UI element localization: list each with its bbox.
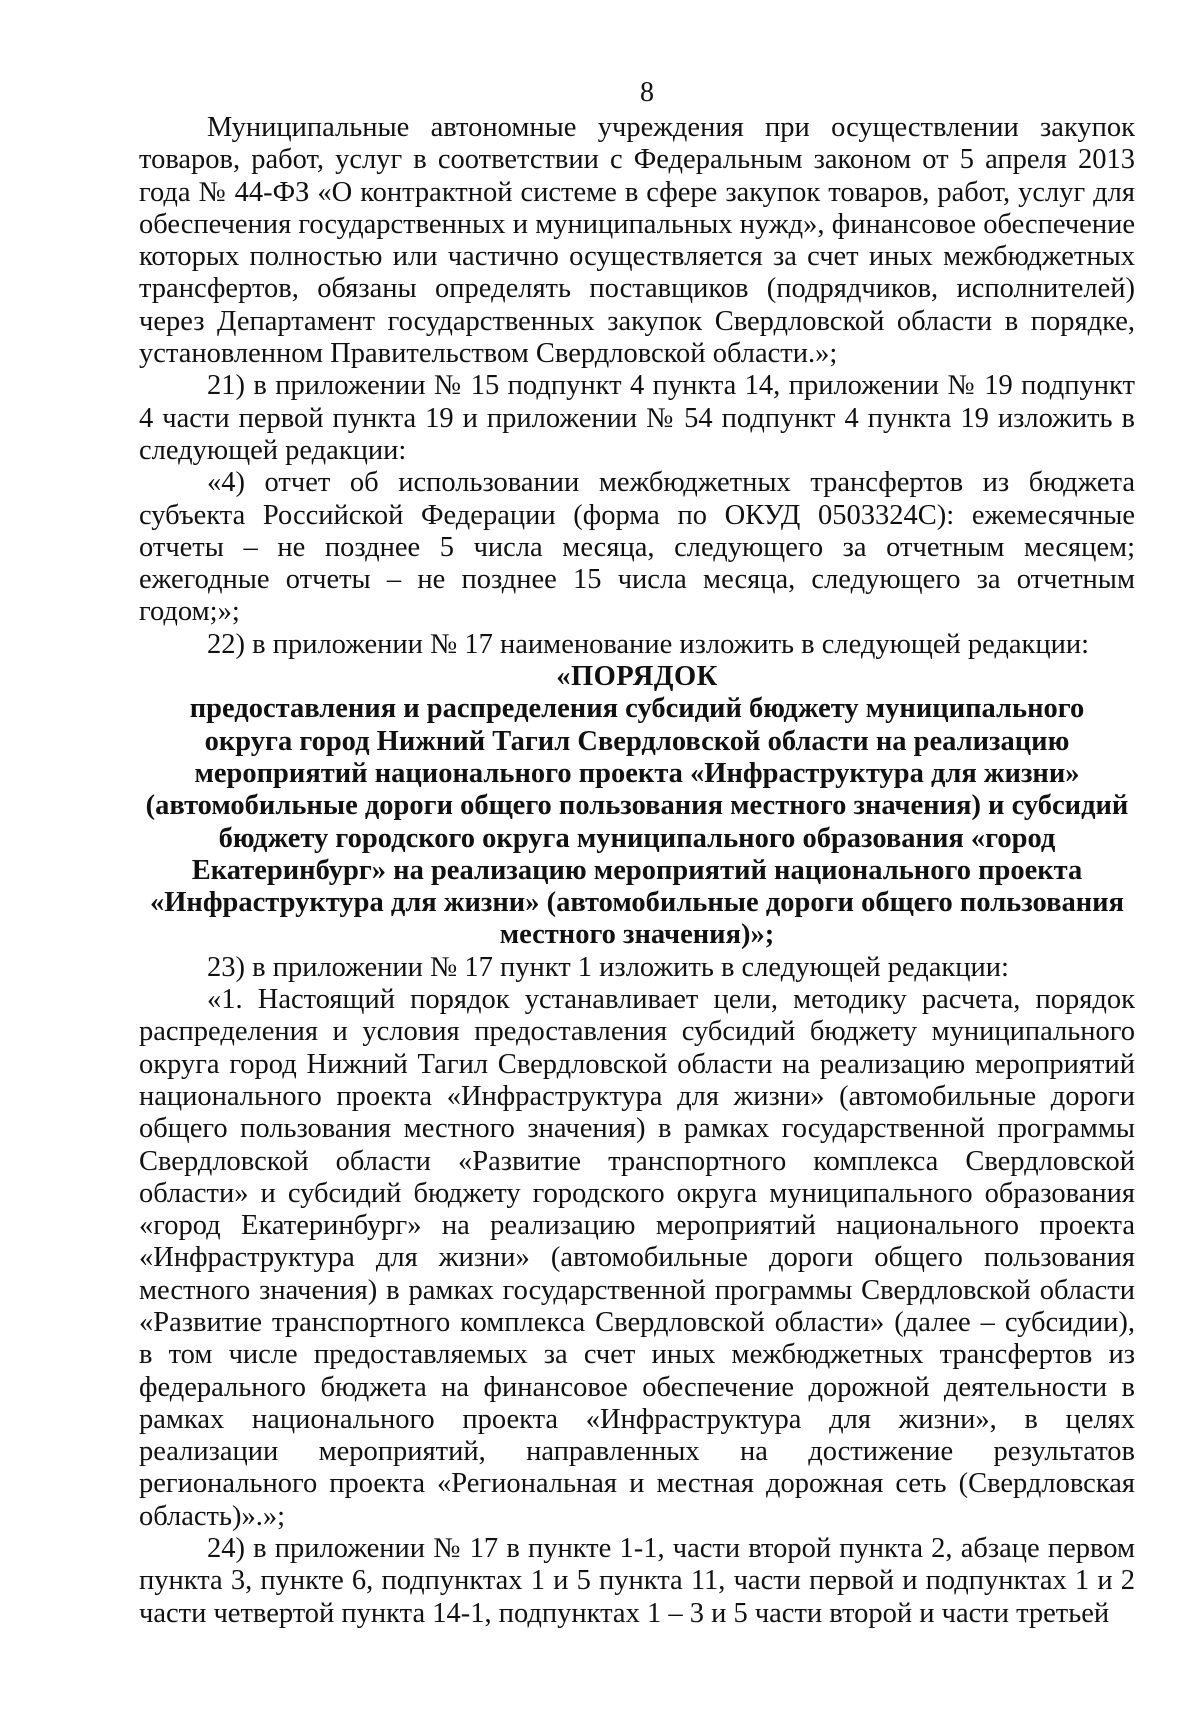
paragraph-municipal-institutions: Муниципальные автономные учреждения при осуществлении закупок товаров, работ, услуг в соответствии с Федеральным законом от 5 апреля 2013 года № 44-ФЗ «О контрактной системе в сфере закупок товаров, работ, услуг для обеспечения государственных и муниципальных нужд», финансовое обеспечение которых полностью или частично осуществляется за счет иных межбюджетных трансфертов, обязаны определять поставщиков (подрядчиков, исполнителей) через Департамент государственных закупок Свердловской области в порядке, установленном Правительством Свердловской области.»; <box>139 112 1135 370</box>
procedure-title-sub: предоставления и распределения субсидий бюджету муниципального округа город Нижний Тагил Свердловской области на реализацию мероприятий национального проекта «Инфраструктура для жизни» (автомобильные дороги общего пользования местного значения) и субсидий бюджету городского округа муниципального образования «город Екатеринбург» на реализацию мероприятий национального проекта «Инфраструктура для жизни» (автомобильные дороги общего пользования местного значения)»; <box>145 693 1129 951</box>
procedure-title <box>139 661 1135 952</box>
paragraph-item-23: 23) в приложении № 17 пункт 1 изложить в следующей редакции: <box>207 951 1009 983</box>
procedure-title-main: «ПОРЯДОК <box>556 661 718 693</box>
document-page <box>139 76 1135 1630</box>
paragraph-item-21: 21) в приложении № 15 подпункт 4 пункта 14, приложении № 19 подпункт 4 части первой пункта 19 и приложении № 54 подпункт 4 пункта 19 изложить в следующей редакции: <box>139 370 1135 466</box>
paragraph-clause-1: «1. Настоящий порядок устанавливает цели, методику расчета, порядок распределения и условия предоставления субсидий бюджету муниципального округа город Нижний Тагил Свердловской области на реализацию мероприятий национального проекта «Инфраструктура для жизни» (автомобильные дороги общего пользования местного значения) в рамках государственной программы Свердловской области «Развитие транспортного комплекса Свердловской области» и субсидий бюджету городского округа муниципального образования «город Екатеринбург» на реализацию мероприятий национального проекта «Инфраструктура для жизни» (автомобильные дороги общего пользования местного значения) в рамках государственной программы Свердловской области «Развитие транспортного комплекса Свердловской области» (далее – субсидии), в том числе предоставляемых за счет иных межбюджетных трансфертов из федерального бюджета на финансовое обеспечение дорожной деятельности в рамках национального проекта «Инфраструктура для жизни», в целях реализации мероприятий, направленных на достижение результатов регионального проекта «Региональная и местная дорожная сеть (Свердловская область)».»; <box>139 984 1135 1532</box>
paragraph-subitem-4: «4) отчет об использовании межбюджетных трансфертов из бюджета субъекта Российской Федерации (форма по ОКУД 0503324С): ежемесячные отчеты – не позднее 5 числа месяца, следующего за отчетным месяцем; ежегодные отчеты – не позднее 15 числа месяца, следующего за отчетным годом;»; <box>139 467 1135 628</box>
paragraph-item-22: 22) в приложении № 17 наименование изложить в следующей редакции: <box>207 628 1090 660</box>
paragraph-item-24: 24) в приложении № 17 в пункте 1-1, части второй пункта 2, абзаце первом пункта 3, пункте 6, подпунктах 1 и 5 пункта 11, части первой и подпунктах 1 и 2 части четвертой пункта 14-1, подпунктах 1 – 3 и 5 части второй и части третьей <box>139 1533 1135 1629</box>
page-number: 8 <box>640 77 654 108</box>
